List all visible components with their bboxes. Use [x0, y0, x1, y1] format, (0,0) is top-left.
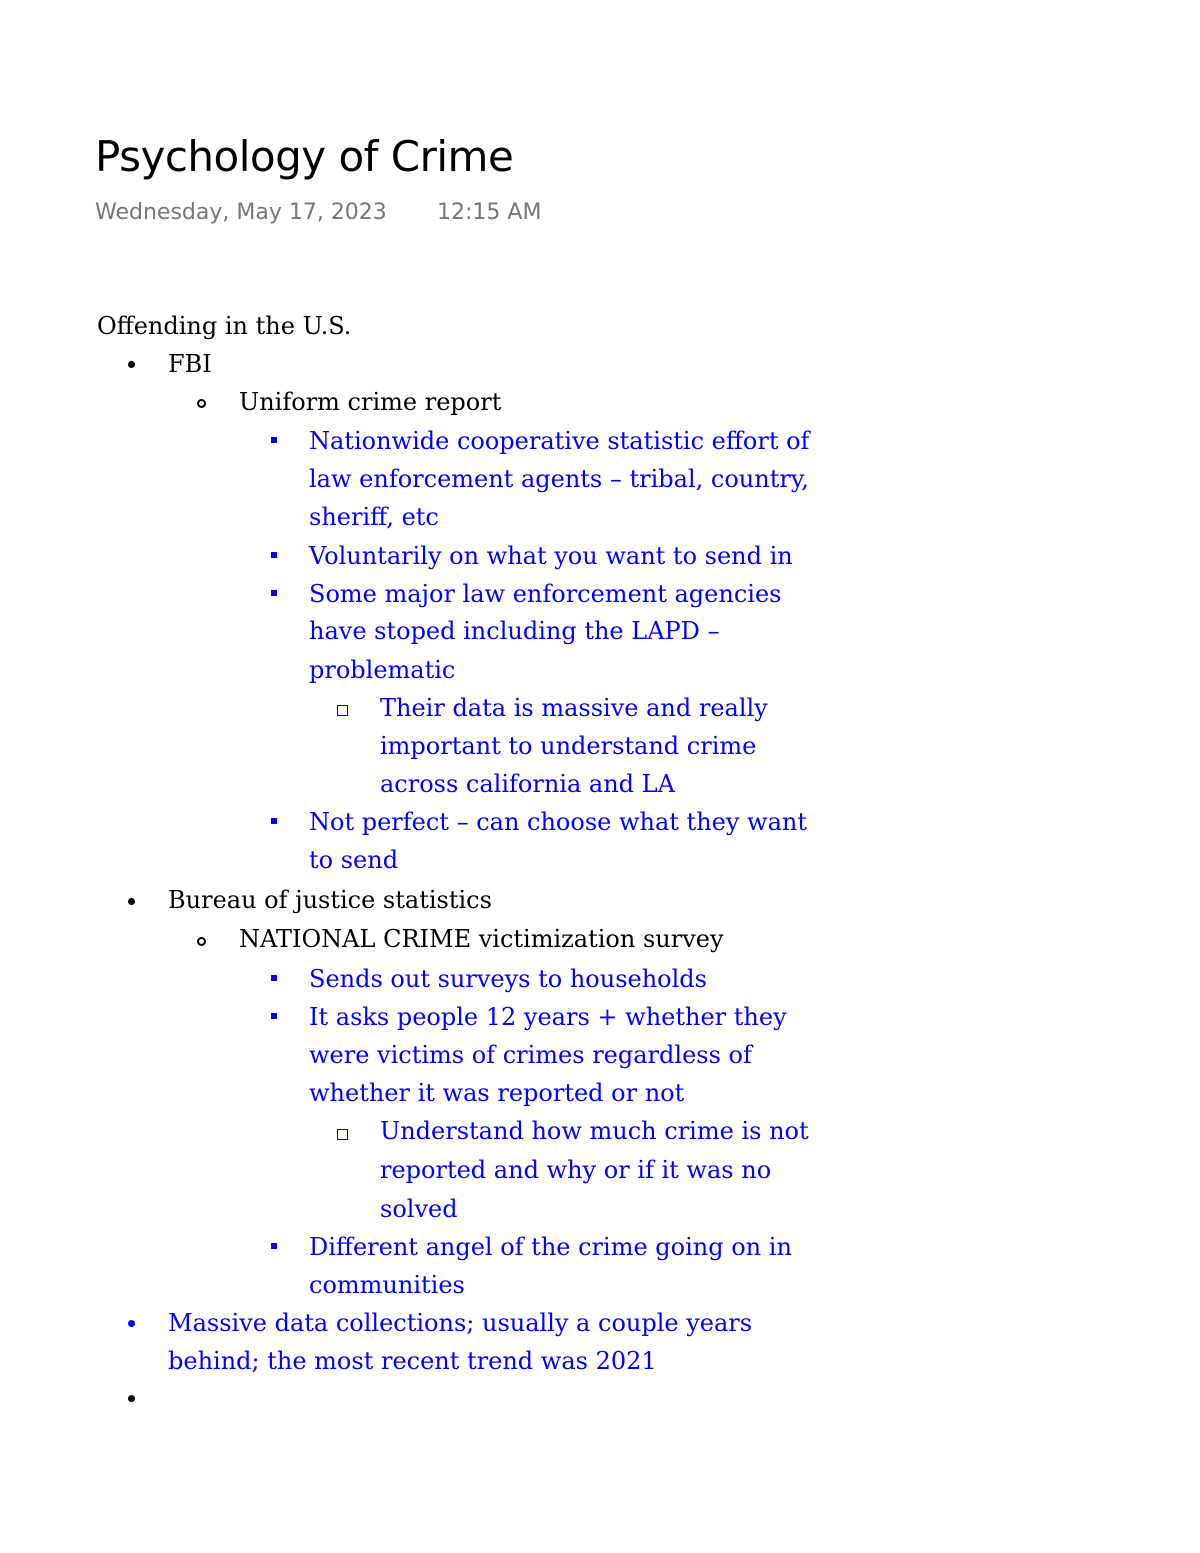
list-item-ncvs: NATIONAL CRIME victimization survey — [239, 925, 724, 953]
bullet-hollow-square-icon — [337, 705, 348, 716]
list-item-line: have stoped including the LAPD – — [309, 617, 720, 645]
list-item-fbi: FBI — [168, 350, 212, 378]
page-time: 12:15 AM — [437, 200, 542, 225]
list-item-line: Different angel of the crime going on in — [309, 1233, 792, 1261]
list-item-line: reported and why or if it was no — [380, 1156, 772, 1184]
empty-list-item[interactable] — [168, 1380, 768, 1418]
list-item-ucr: Uniform crime report — [239, 388, 502, 416]
list-item-line: sheriff, etc — [309, 503, 439, 531]
bullet-square-icon — [271, 818, 277, 824]
bullet-square-icon — [271, 437, 277, 443]
list-item-line: were victims of crimes regardless of — [309, 1041, 752, 1069]
list-item-line: Massive data collections; usually a couple years — [168, 1309, 753, 1337]
bullet-dot-icon — [128, 1320, 135, 1327]
list-item-line: It asks people 12 years + whether they — [309, 1003, 787, 1031]
list-item-line: to send — [309, 846, 399, 874]
list-item-line: Some major law enforcement agencies — [309, 580, 782, 608]
list-item-line: Understand how much crime is not — [380, 1117, 809, 1145]
list-item-line: across california and LA — [380, 770, 675, 798]
list-item-line: behind; the most recent trend was 2021 — [168, 1347, 657, 1375]
bullet-square-icon — [271, 590, 277, 596]
bullet-circle-icon — [197, 937, 206, 946]
list-item-line: whether it was reported or not — [309, 1079, 685, 1107]
bullet-square-icon — [271, 552, 277, 558]
list-item-line: law enforcement agents – tribal, country, — [309, 465, 809, 493]
list-item-line: solved — [380, 1195, 458, 1223]
list-item-line: important to understand crime — [380, 732, 757, 760]
bullet-square-icon — [271, 1013, 277, 1019]
page-date: Wednesday, May 17, 2023 — [95, 200, 387, 225]
list-item-line: Not perfect – can choose what they want — [309, 808, 807, 836]
list-item-bjs: Bureau of justice statistics — [168, 886, 492, 914]
page-title: Psychology of Crime — [95, 132, 514, 181]
bullet-hollow-square-icon — [337, 1129, 348, 1140]
list-item-line: Voluntarily on what you want to send in — [309, 542, 793, 570]
list-item-line: Their data is massive and really — [380, 694, 768, 722]
list-item-line: Nationwide cooperative statistic effort of — [309, 427, 810, 455]
bullet-dot-icon — [128, 898, 135, 905]
bullet-dot-icon — [128, 1395, 135, 1402]
bullet-dot-icon — [128, 361, 135, 368]
bullet-square-icon — [271, 1243, 277, 1249]
notes-heading: Offending in the U.S. — [97, 312, 352, 340]
list-item-line: Sends out surveys to households — [309, 965, 707, 993]
list-item-line: problematic — [309, 656, 456, 684]
bullet-square-icon — [271, 975, 277, 981]
list-item-line: communities — [309, 1271, 465, 1299]
bullet-circle-icon — [197, 399, 206, 408]
